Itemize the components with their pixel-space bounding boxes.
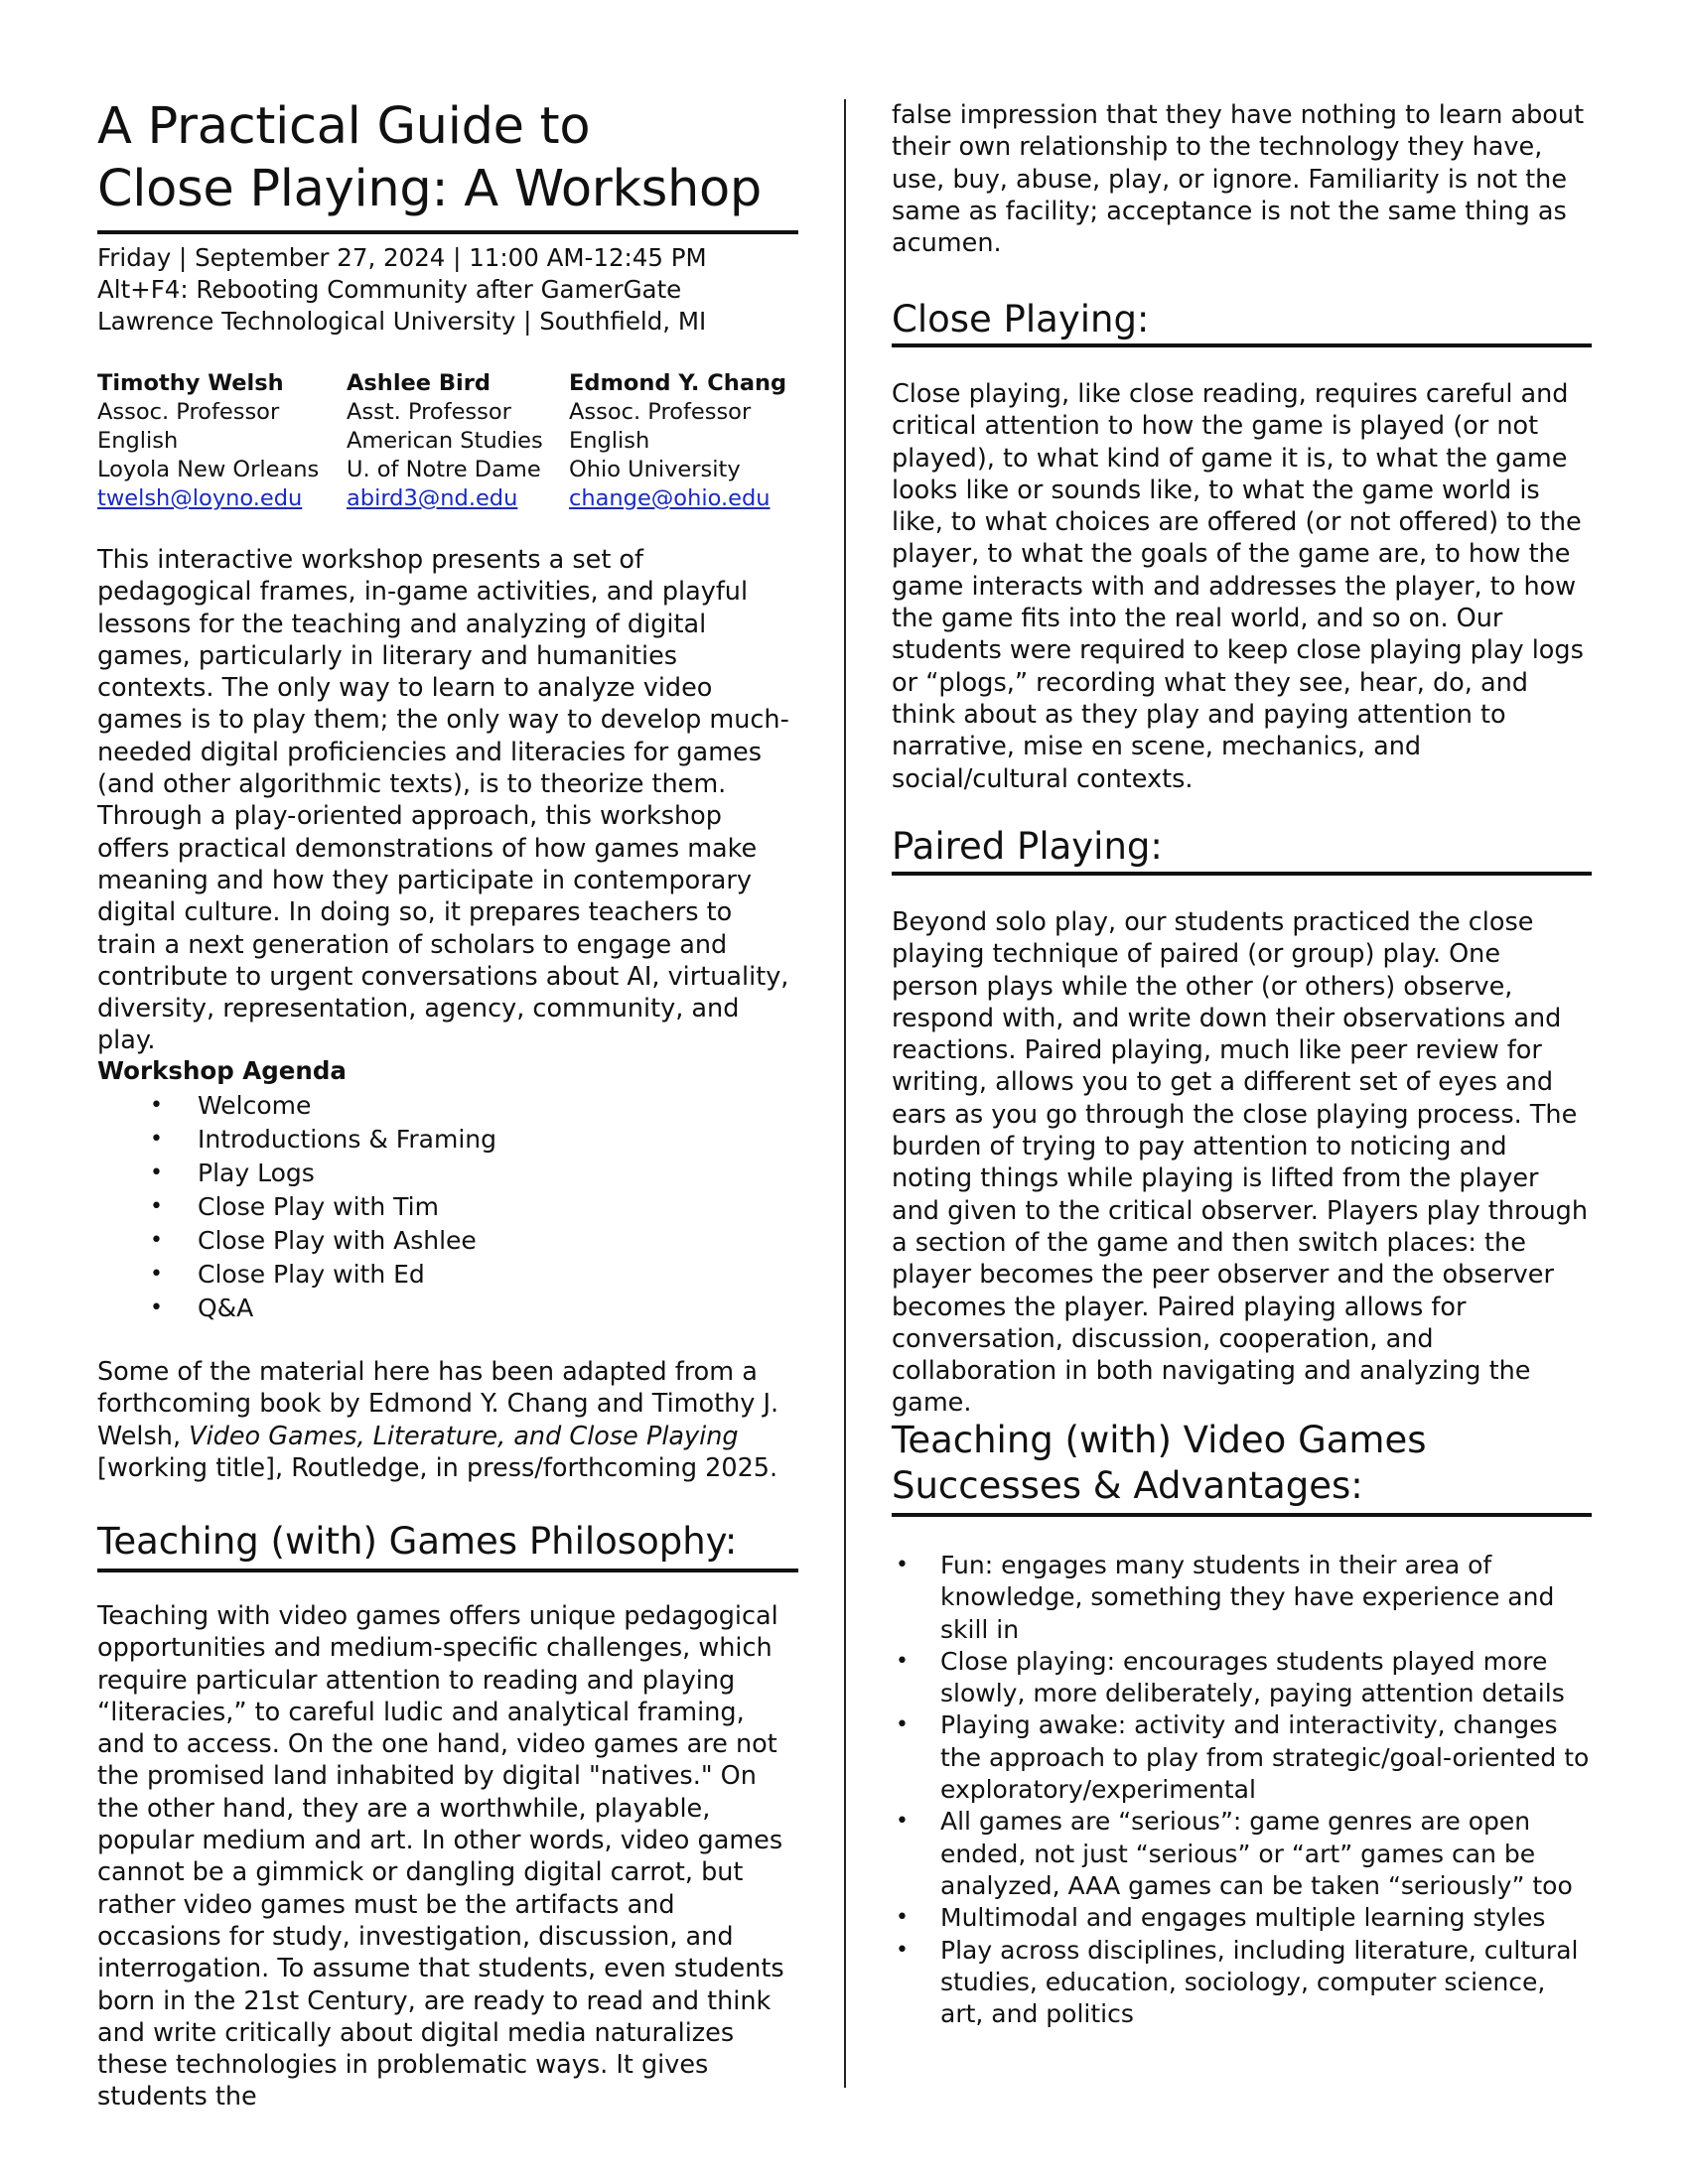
agenda-item: • Welcome: [97, 1089, 496, 1123]
author-school: U. of Notre Dame: [347, 457, 541, 482]
title-line-2: Close Playing: A Workshop: [97, 160, 762, 218]
agenda-item: • Close Play with Tim: [97, 1190, 496, 1224]
agenda-list: [97, 1089, 496, 1325]
title-line-1: A Practical Guide to: [97, 97, 591, 156]
page-title: [97, 95, 798, 220]
successes-item: • All games are “serious”: game genres are open ended, not just “serious” or “art” games can be analyzed, AAA games can be taken “seriously” too: [892, 1806, 1592, 1902]
paired-playing-rule: [892, 872, 1592, 876]
agenda-heading: Workshop Agenda: [97, 1056, 347, 1085]
adapted-note-after: [working title], Routledge, in press/forthcoming 2025.: [97, 1452, 778, 1483]
successes-list: [892, 1550, 1592, 2030]
book-title: Video Games, Literature, and Close Playing: [189, 1421, 739, 1451]
author-name: Ashlee Bird: [347, 370, 491, 396]
event-name: Alt+F4: Rebooting Community after GamerGate: [97, 275, 682, 304]
successes-item: • Fun: engages many students in their area of knowledge, something they have experience and skill in: [892, 1550, 1592, 1646]
philosophy-rule: [97, 1569, 798, 1572]
successes-item: • Playing awake: activity and interactivity, changes the approach to play from strategic/goal-oriented to exploratory/experimental: [892, 1709, 1592, 1806]
author-rank: Assoc. Professor: [569, 399, 752, 425]
event-venue: Lawrence Technological University | Southfield, MI: [97, 307, 707, 336]
paired-playing-heading: Paired Playing:: [892, 825, 1163, 868]
philosophy-heading: Teaching (with) Games Philosophy:: [97, 1520, 738, 1563]
author-school: Loyola New Orleans: [97, 457, 320, 482]
agenda-item: • Close Play with Ashlee: [97, 1224, 496, 1258]
author-rank: Assoc. Professor: [97, 399, 280, 425]
author-bird: [347, 369, 543, 513]
philosophy-paragraph: Teaching with video games offers unique pedagogical opportunities and medium-specific challenges, which require particular attention to reading and playing “literacies,” to careful ludic and analytical framing, and to access. On the one hand, video games are not the promised land inhabited by digital "natives." On the other hand, they are a worthwhile, playable, popular medium and art. In other words, video games cannot be a gimmick or dangling digital carrot, but rather video games must be the artifacts and occasions for study, investigation, discussion, and interrogation. To assume that students, even students born in the 21st Century, are ready to read and think and write critically about digital media naturalizes these technologies in problematic ways. It gives students the: [97, 1601, 784, 2113]
author-dept: English: [97, 428, 179, 454]
agenda-item: • Play Logs: [97, 1157, 496, 1190]
successes-item: • Multimodal and engages multiple learning styles: [892, 1902, 1592, 1934]
close-playing-rule: [892, 343, 1592, 347]
successes-rule: [892, 1513, 1592, 1517]
author-dept: American Studies: [347, 428, 543, 454]
author-school: Ohio University: [569, 457, 741, 482]
author-email-link[interactable]: change@ohio.edu: [569, 485, 771, 511]
author-rank: Asst. Professor: [347, 399, 511, 425]
agenda-item: • Introductions & Framing: [97, 1123, 496, 1157]
successes-item: • Close playing: encourages students played more slowly, more deliberately, paying attention details: [892, 1646, 1592, 1710]
close-playing-heading: Close Playing:: [892, 298, 1150, 341]
philosophy-continued: false impression that they have nothing to learn about their own relationship to the technology they have, use, buy, abuse, play, or ignore. Familiarity is not the same as facility; acceptance is not the same thing as acumen.: [892, 100, 1585, 259]
column-divider: [844, 99, 846, 2088]
author-name: Timothy Welsh: [97, 370, 284, 396]
successes-item: • Play across disciplines, including literature, cultural studies, education, sociology, computer science, art, and politics: [892, 1935, 1592, 2031]
adapted-note: [97, 1356, 798, 1484]
author-welsh: [97, 369, 319, 513]
successes-heading-line-1: Teaching (with) Video Games: [892, 1419, 1427, 1461]
author-chang: [569, 369, 786, 513]
author-email-link[interactable]: twelsh@loyno.edu: [97, 485, 303, 511]
close-playing-paragraph: Close playing, like close reading, requires careful and critical attention to how the game is played (or not played), to what kind of game it is, to what the game looks like or sounds like, to what the game world is like, to what choices are offered (or not offered) to the player, to what the goals of the game are, to how the game interacts with and addresses the player, to how the game fits into the real world, and so on. Our students were required to keep close playing play logs or “plogs,” recording what they see, hear, do, and think about as they play and paying attention to narrative, mise en scene, mechanics, and social/cultural contexts.: [892, 379, 1584, 794]
authors-block: [97, 369, 798, 518]
event-date: Friday | September 27, 2024 | 11:00 AM-12:45 PM: [97, 243, 707, 272]
agenda-item: • Q&A: [97, 1292, 496, 1325]
adapted-note-before: Some of the material here has been adapted from a forthcoming book by Edmond Y. Chang and Timothy J. Welsh,: [97, 1357, 779, 1451]
author-name: Edmond Y. Chang: [569, 370, 787, 396]
title-rule: [97, 230, 798, 234]
intro-paragraph: This interactive workshop presents a set of pedagogical frames, in-game activities, and playful lessons for the teaching and analyzing of digital games, particularly in literary and humanities contexts. The only way to learn to analyze video games is to play them; the only way to develop much-needed digital proficiencies and literacies for games (and other algorithmic texts), is to theorize them. Through a play-oriented approach, this workshop offers practical demonstrations of how games make meaning and how they participate in contemporary digital culture. In doing so, it prepares teachers to train a next generation of scholars to engage and contribute to urgent conversations about AI, virtuality, diversity, representation, agency, community, and play.: [97, 545, 789, 1056]
author-dept: English: [569, 428, 650, 454]
agenda-item: • Close Play with Ed: [97, 1258, 496, 1292]
paired-playing-paragraph: Beyond solo play, our students practiced the close playing technique of paired (or group) play. One person plays while the other (or others) observe, respond with, and write down their observations and reactions. Paired playing, much like peer review for writing, allows you to get a different set of eyes and ears as you go through the close playing process. The burden of trying to pay attention to noticing and noting things while playing is lifted from the player and given to the critical observer. Players play through a section of the game and then switch places: the player becomes the peer observer and the observer becomes the player. Paired playing allows for conversation, discussion, cooperation, and collaboration in both navigating and analyzing the game.: [892, 907, 1588, 1419]
successes-heading-line-2: Successes & Advantages:: [892, 1464, 1363, 1507]
author-email-link[interactable]: abird3@nd.edu: [347, 485, 518, 511]
event-meta: [97, 242, 798, 338]
